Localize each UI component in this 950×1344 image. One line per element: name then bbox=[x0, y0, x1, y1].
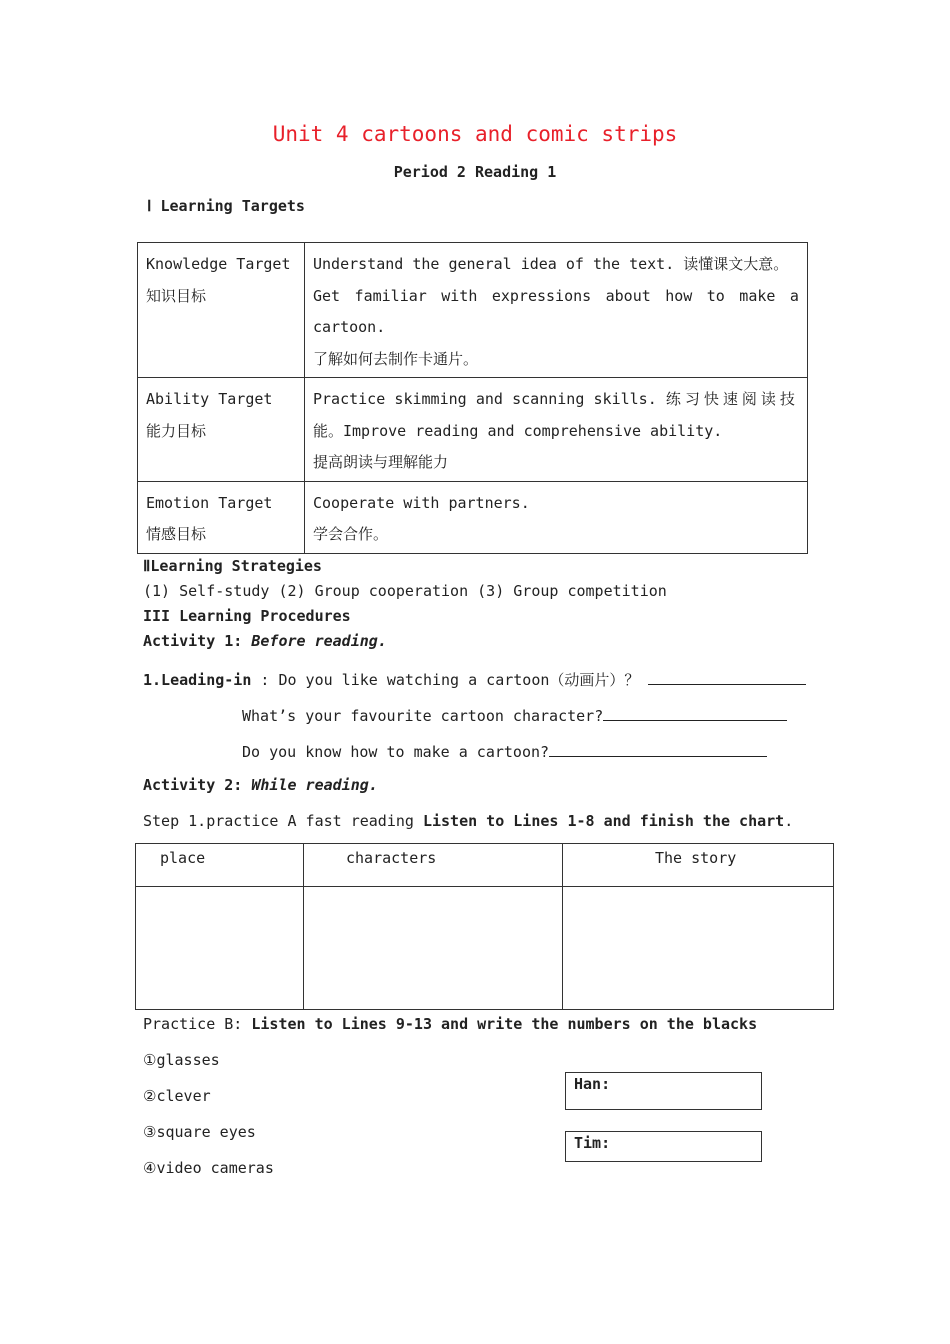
learning-procedures-heading: III Learning Procedures bbox=[143, 607, 351, 625]
leading-in-question-3: Do you know how to make a cartoon? bbox=[242, 740, 767, 761]
knowledge-target-row bbox=[138, 243, 808, 378]
strategies-list: (1) Self-study (2) Group cooperation (3) Group competition bbox=[143, 582, 667, 600]
reading-chart-table bbox=[135, 843, 834, 1010]
tim-answer-box[interactable]: Tim: bbox=[565, 1131, 762, 1162]
chart-story-cell[interactable] bbox=[563, 887, 834, 1010]
ability-target-label: Ability Target 能力目标 bbox=[138, 378, 305, 482]
answer-blank-2[interactable] bbox=[603, 704, 787, 721]
knowledge-line-2: Get familiar with expressions about how to make a bbox=[313, 286, 799, 305]
chart-header-story: The story bbox=[563, 844, 834, 887]
answer-blank-3[interactable] bbox=[549, 740, 767, 757]
ability-line-1: Practice skimming and scanning skills. 练习快速阅读技 bbox=[313, 390, 799, 408]
leading-in-question-1: 1.Leading-in : Do you like watching a cartoon（动画片）？ bbox=[143, 668, 806, 690]
activity-2-heading: Activity 2: While reading. bbox=[143, 776, 378, 794]
chart-answer-row bbox=[136, 887, 834, 1010]
option-glasses: ①glasses bbox=[143, 1051, 220, 1069]
page-subtitle: Period 2 Reading 1 bbox=[393, 163, 557, 181]
knowledge-target-label: Knowledge Target 知识目标 bbox=[138, 243, 305, 378]
practice-b-instruction: Practice B: Listen to Lines 9-13 and write the numbers on the blacks bbox=[143, 1015, 758, 1033]
step-1-instruction: Step 1.practice A fast reading Listen to Lines 1-8 and finish the chart. bbox=[143, 812, 794, 830]
option-clever: ②clever bbox=[143, 1087, 211, 1105]
chart-header-place: place bbox=[136, 844, 304, 887]
activity-1-heading: Activity 1: Before reading. bbox=[143, 632, 387, 650]
option-video-cameras: ④video cameras bbox=[143, 1159, 274, 1177]
chart-header-row bbox=[136, 844, 834, 887]
ability-target-content: Practice skimming and scanning skills. 练习快速阅读技 能。Improve reading and comprehensive ability. 提高朗读与理解能力 bbox=[305, 378, 808, 482]
learning-targets-table bbox=[137, 242, 808, 554]
option-square-eyes: ③square eyes bbox=[143, 1123, 256, 1141]
emotion-target-row bbox=[138, 481, 808, 553]
chart-characters-cell[interactable] bbox=[304, 887, 563, 1010]
leading-in-question-2: What’s your favourite cartoon character? bbox=[242, 704, 787, 725]
chart-place-cell[interactable] bbox=[136, 887, 304, 1010]
emotion-target-content: Cooperate with partners. 学会合作。 bbox=[305, 481, 808, 553]
learning-strategies-heading: ⅡLearning Strategies bbox=[143, 557, 322, 575]
knowledge-target-content: Understand the general idea of the text. 读懂课文大意。 Get familiar with expressions about how to make a cartoon. 了解如何去制作卡通片。 bbox=[305, 243, 808, 378]
emotion-target-label: Emotion Target 情感目标 bbox=[138, 481, 305, 553]
chart-header-characters: characters bbox=[304, 844, 563, 887]
ability-target-row bbox=[138, 378, 808, 482]
page-title: Unit 4 cartoons and comic strips bbox=[272, 122, 678, 146]
answer-blank-1[interactable] bbox=[648, 668, 806, 685]
learning-targets-heading: Ⅰ Learning Targets bbox=[147, 197, 305, 215]
han-answer-box[interactable]: Han: bbox=[565, 1072, 762, 1110]
